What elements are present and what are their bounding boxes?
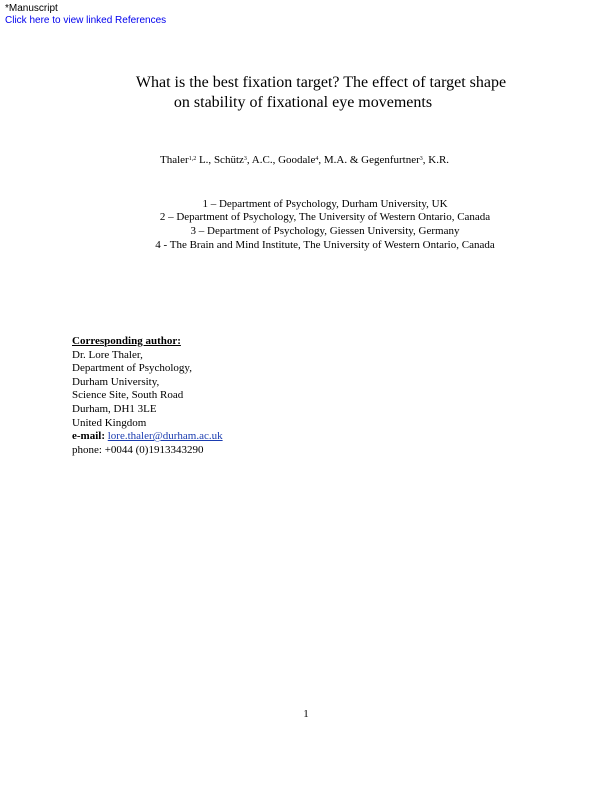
- address-line: Durham, DH1 3LE: [72, 402, 157, 415]
- page-number: 1: [303, 708, 309, 720]
- author-name: Gegenfurtner: [361, 154, 420, 166]
- linked-references-link[interactable]: Click here to view linked References: [5, 15, 167, 26]
- affiliation-2: 2 – Department of Psychology, The University of Western Ontario, Canada: [159, 211, 491, 223]
- email-label: e-mail:: [72, 430, 105, 443]
- author-list: [160, 153, 449, 167]
- affiliation-3: 3 – Department of Psychology, Giessen University, Germany: [190, 225, 460, 237]
- author-initials: M.A. &: [323, 154, 359, 166]
- address-line: Science Site, South Road: [72, 389, 184, 402]
- author-affiliation-mark: 3: [243, 156, 247, 162]
- author-name: Goodale: [278, 154, 316, 166]
- address-line: Dr. Lore Thaler,: [72, 348, 143, 361]
- paper-title-line-1: What is the best fixation target? The effect of target shape: [135, 74, 507, 91]
- corresponding-author-block: [72, 335, 223, 457]
- address-line: United Kingdom: [72, 416, 147, 429]
- email-link[interactable]: lore.thaler@durham.ac.uk: [107, 430, 223, 443]
- author-affiliation-mark: 4: [315, 156, 319, 162]
- author-affiliation-mark: 3: [419, 156, 423, 162]
- address-line: Department of Psychology,: [72, 362, 192, 375]
- author-affiliation-mark: 1,2: [188, 156, 197, 162]
- author-initials: A.C.,: [251, 154, 276, 166]
- manuscript-tag: *Manuscript: [5, 3, 58, 14]
- author-separator: ,: [422, 154, 426, 166]
- affiliation-4: 4 - The Brain and Mind Institute, The University of Western Ontario, Canada: [155, 239, 495, 251]
- email-row: [72, 430, 223, 444]
- author-separator: ,: [246, 154, 250, 166]
- affiliation-1: 1 – Department of Psychology, Durham University, UK: [202, 198, 448, 210]
- corresponding-author-heading: Corresponding author:: [72, 335, 181, 347]
- author-separator: ,: [318, 154, 322, 166]
- author-name: Thaler: [160, 154, 189, 166]
- phone-line: phone: +0044 (0)1913343290: [72, 443, 204, 456]
- author-initials: K.R.: [428, 154, 450, 166]
- address-line: Durham University,: [72, 375, 160, 388]
- author-initials: L.,: [198, 154, 212, 166]
- paper-title-line-2: on stability of fixational eye movements: [173, 94, 433, 111]
- author-name: Schütz: [213, 154, 244, 166]
